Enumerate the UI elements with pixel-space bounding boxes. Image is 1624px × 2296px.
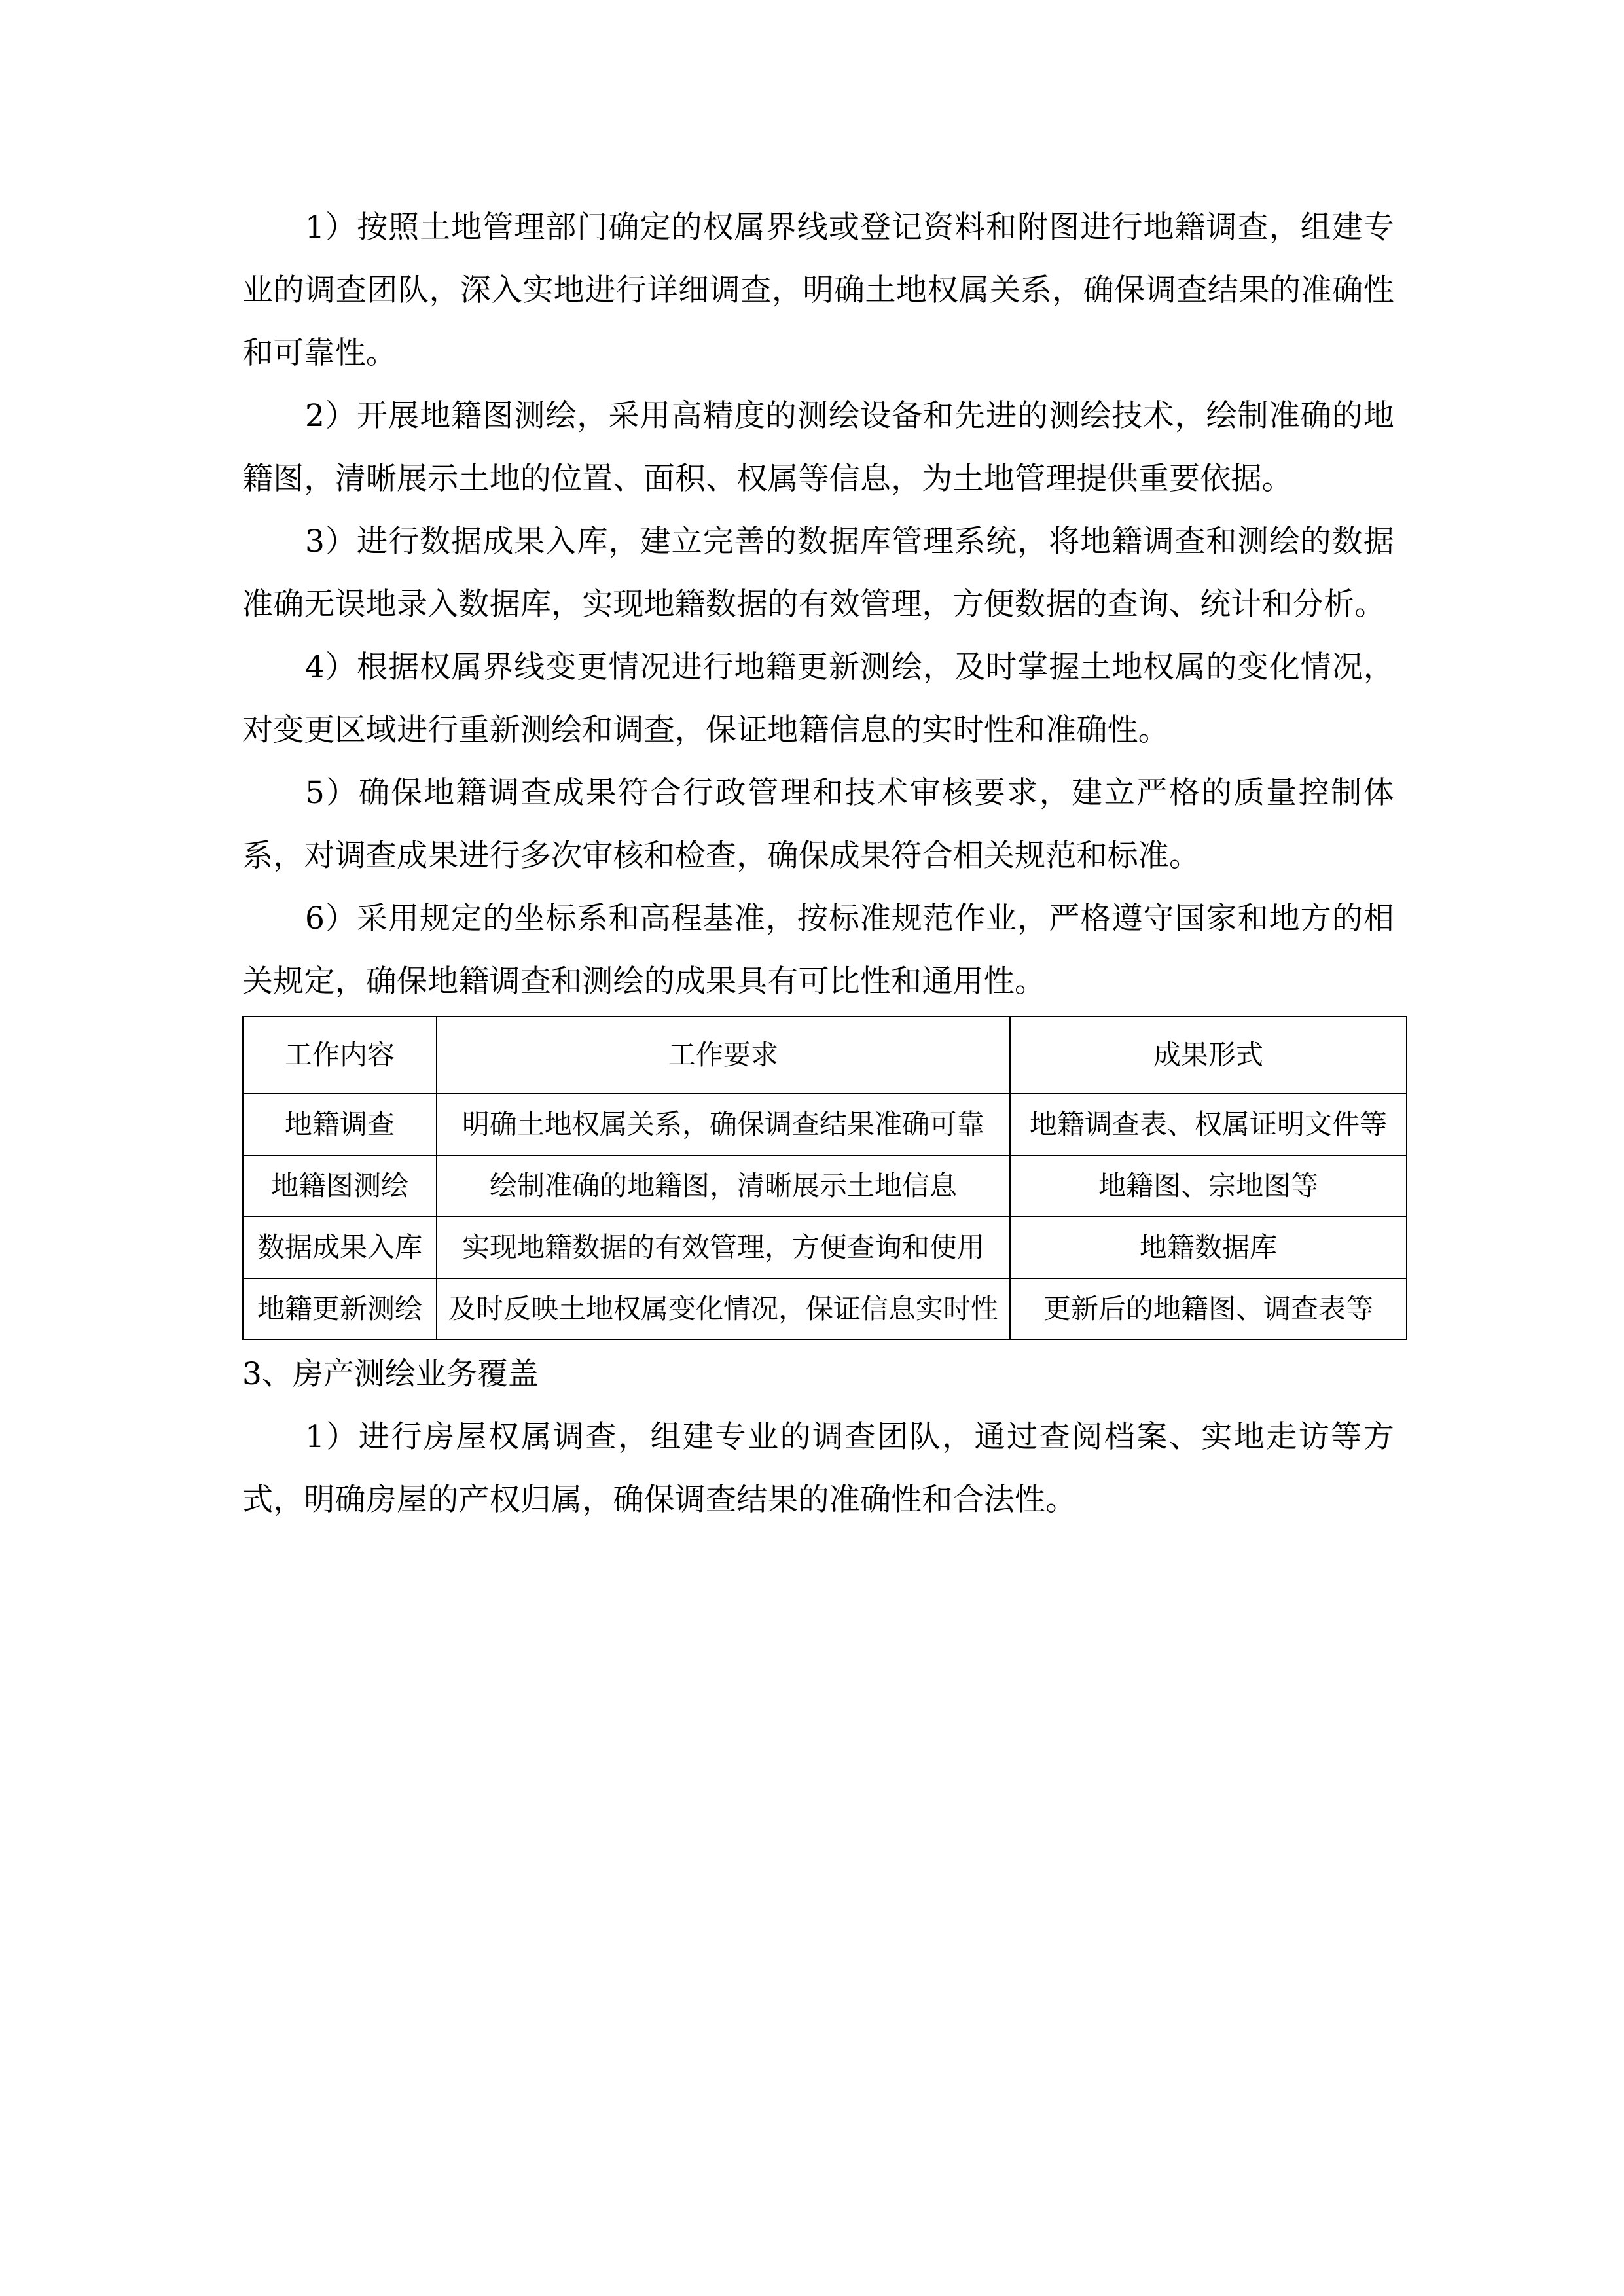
paragraph-2: 2）开展地籍图测绘，采用高精度的测绘设备和先进的测绘技术，绘制准确的地籍图，清晰展示土地的位置、面积、权属等信息，为土地管理提供重要依据。 [242, 398, 1394, 497]
table-cell-result: 更新后的地籍图、调查表等 [1010, 1278, 1407, 1340]
paragraph-3: 3）进行数据成果入库，建立完善的数据库管理系统，将地籍调查和测绘的数据准确无误地录入数据库，实现地籍数据的有效管理，方便数据的查询、统计和分析。 [242, 524, 1394, 622]
table-cell-result: 地籍数据库 [1010, 1217, 1407, 1278]
table-cell-content: 地籍更新测绘 [243, 1278, 437, 1340]
paragraph-4: 4）根据权属界线变更情况进行地籍更新测绘，及时掌握土地权属的变化情况，对变更区域进行重新测绘和调查，保证地籍信息的实时性和准确性。 [242, 649, 1394, 748]
table-row [243, 1278, 1407, 1340]
paragraph-5: 5）确保地籍调查成果符合行政管理和技术审核要求，建立严格的质量控制体系，对调查成果进行多次审核和检查，确保成果符合相关规范和标准。 [242, 775, 1394, 874]
table-cell-requirement: 实现地籍数据的有效管理，方便查询和使用 [437, 1217, 1010, 1278]
table-cell-result: 地籍图、宗地图等 [1010, 1155, 1407, 1217]
table-header-row [243, 1016, 1407, 1094]
table-row [243, 1217, 1407, 1278]
table-cell-content: 地籍图测绘 [243, 1155, 437, 1217]
table-row [243, 1094, 1407, 1155]
paragraph-1: 1）按照土地管理部门确定的权属界线或登记资料和附图进行地籍调查，组建专业的调查团队，深入实地进行详细调查，明确土地权属关系，确保调查结果的准确性和可靠性。 [242, 209, 1394, 371]
table-cell-content: 地籍调查 [243, 1094, 437, 1155]
section-heading: 3、房产测绘业务覆盖 [242, 1356, 539, 1392]
page-content [242, 196, 1394, 1532]
table-cell-requirement: 绘制准确的地籍图，清晰展示土地信息 [437, 1155, 1010, 1217]
table-cell-requirement: 及时反映土地权属变化情况，保证信息实时性 [437, 1278, 1010, 1340]
paragraph-6: 6）采用规定的坐标系和高程基准，按标准规范作业，严格遵守国家和地方的相关规定，确保地籍调查和测绘的成果具有可比性和通用性。 [242, 901, 1394, 999]
paragraph-7: 1）进行房屋权属调查，组建专业的调查团队，通过查阅档案、实地走访等方式，明确房屋的产权归属，确保调查结果的准确性和合法性。 [242, 1419, 1394, 1518]
table-header-work-content: 工作内容 [243, 1016, 437, 1094]
table-row [243, 1155, 1407, 1217]
work-content-table [242, 1016, 1407, 1340]
table-header-result-form: 成果形式 [1010, 1016, 1407, 1094]
table-header-work-requirement: 工作要求 [437, 1016, 1010, 1094]
table-cell-content: 数据成果入库 [243, 1217, 437, 1278]
table-cell-requirement: 明确土地权属关系，确保调查结果准确可靠 [437, 1094, 1010, 1155]
table-cell-result: 地籍调查表、权属证明文件等 [1010, 1094, 1407, 1155]
